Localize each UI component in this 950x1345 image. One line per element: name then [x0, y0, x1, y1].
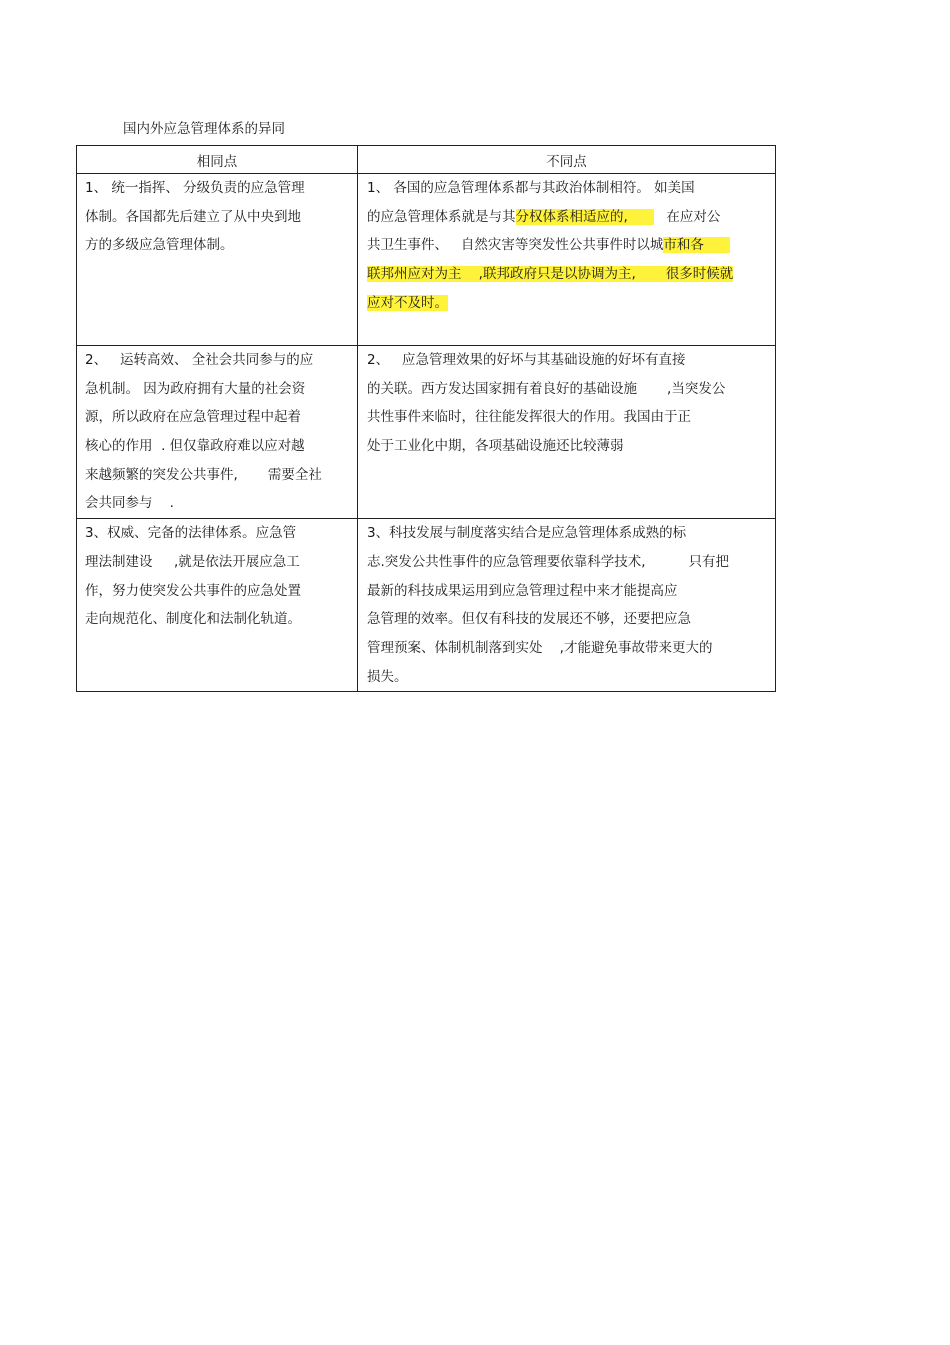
cell-line: [358, 289, 775, 318]
text-run: 的应急管理体系就是与其: [367, 208, 516, 225]
text-run: 处于工业化中期，各项基础设施还比较薄弱: [367, 438, 624, 455]
cell-line: [358, 346, 775, 375]
cell-line: 3、权威、完备的法律体系。应急管: [85, 525, 297, 542]
text-run: 1、 各国的应急管理体系都与其政治体制相符。 如美国: [367, 180, 695, 196]
cell-line: 体制。各国都先后建立了从中央到地: [85, 208, 301, 225]
cell-line: 来越频繁的突发公共事件, 需要全社: [85, 466, 322, 483]
cell-line: 方的多级应急管理体制。: [85, 237, 234, 254]
cell-line: 会共同参与 .: [85, 495, 174, 512]
cell-line: [358, 174, 775, 203]
text-run: 志.突发公共性事件的应急管理要依靠科学技术, 只有把: [367, 553, 729, 570]
text-run: 共卫生事件、 自然灾害等突发性公共事件时以城: [367, 237, 664, 254]
cell-line: [358, 634, 775, 663]
table-row: [77, 519, 776, 692]
cell-line: 走向规范化、制度化和法制化轨道。: [85, 611, 301, 628]
cell-line: 源，所以政府在应急管理过程中起着: [85, 409, 301, 426]
cell-line: [358, 519, 775, 548]
cell-line: [358, 260, 775, 289]
table-header-row: [77, 146, 776, 174]
similarity-cell-3: [77, 519, 358, 692]
cell-line: [358, 403, 775, 432]
text-run: 最新的科技成果运用到应急管理过程中来才能提高应: [367, 582, 678, 599]
cell-line: 理法制建设 ,就是依法开展应急工: [85, 553, 300, 570]
highlighted-text: 联邦州应对为主 ,联邦政府只是以协调为主, 很多时候就: [367, 266, 734, 283]
difference-cell-1: [358, 174, 776, 346]
cell-line: 核心的作用 . 但仅靠政府难以应对越: [85, 438, 305, 455]
cell-line: [358, 375, 775, 404]
cell-line: [358, 203, 775, 232]
cell-line: [358, 663, 775, 692]
difference-cell-2: [358, 346, 776, 519]
text-run: 损失。: [367, 668, 408, 685]
document-title: 国内外应急管理体系的异同: [123, 121, 285, 137]
difference-cell-3: [358, 519, 776, 692]
highlighted-text: 应对不及时。: [367, 294, 448, 311]
comparison-table: [76, 145, 776, 692]
cell-line: [358, 548, 775, 577]
text-run: 在应对公: [653, 208, 721, 225]
highlighted-text: 市和各: [663, 237, 730, 254]
table-row: [77, 174, 776, 346]
highlighted-text: 分权体系相适应的,: [515, 208, 654, 225]
text-run: 急管理的效率。但仅有科技的发展还不够，还要把应急: [367, 611, 691, 628]
cell-line: [358, 432, 775, 461]
similarity-cell-1: [77, 174, 358, 346]
header-similarities: 相同点: [77, 146, 358, 174]
text-run: 的关联。西方发达国家拥有着良好的基础设施 ,当突发公: [367, 380, 726, 397]
text-run: 3、科技发展与制度落实结合是应急管理体系成熟的标: [367, 525, 687, 542]
text-run: 管理预案、体制机制落到实处 ,才能避免事故带来更大的: [367, 639, 713, 656]
cell-line: [358, 577, 775, 606]
cell-line: 2、 运转高效、 全社会共同参与的应: [85, 352, 314, 368]
cell-line: 1、 统一指挥、 分级负责的应急管理: [85, 180, 305, 196]
header-differences: 不同点: [358, 146, 776, 174]
similarity-cell-2: [77, 346, 358, 519]
cell-line: [358, 231, 775, 260]
cell-line: [358, 605, 775, 634]
text-run: 共性事件来临时，往往能发挥很大的作用。我国由于正: [367, 409, 691, 426]
cell-line: 急机制。 因为政府拥有大量的社会资: [85, 380, 306, 397]
text-run: 2、 应急管理效果的好坏与其基础设施的好坏有直接: [367, 352, 686, 368]
cell-line: 作，努力使突发公共事件的应急处置: [85, 582, 301, 599]
table-row: [77, 346, 776, 519]
